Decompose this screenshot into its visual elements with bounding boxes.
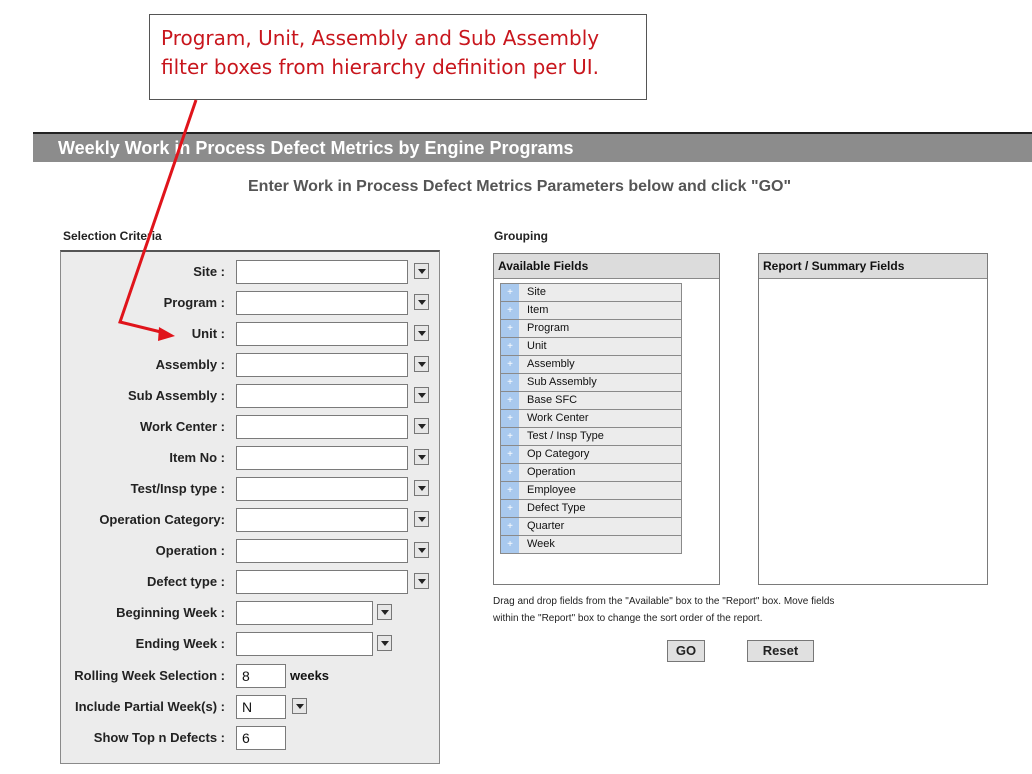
report-fields-panel[interactable] — [758, 253, 988, 585]
beginning-week-select[interactable] — [236, 601, 373, 625]
program-label: Program : — [163, 295, 225, 310]
go-button[interactable]: GO — [667, 640, 705, 662]
callout-line-2: filter boxes from hierarchy definition per UI. — [161, 55, 600, 79]
partial-week-label: Include Partial Week(s) : — [74, 699, 225, 714]
plus-icon: + — [501, 338, 519, 355]
ending-week-row — [61, 632, 439, 656]
item-no-row — [61, 446, 439, 470]
field-label: Assembly — [527, 358, 575, 370]
list-item[interactable] — [501, 392, 681, 410]
plus-icon: + — [501, 482, 519, 499]
site-select[interactable] — [236, 260, 408, 284]
defect-type-row — [61, 570, 439, 594]
unit-row — [61, 322, 439, 346]
list-item[interactable] — [501, 338, 681, 356]
field-label: Quarter — [527, 520, 565, 532]
sub-assembly-dropdown-icon[interactable] — [414, 387, 429, 403]
rolling-week-input[interactable]: 8 — [236, 664, 286, 688]
site-label: Site : — [193, 264, 225, 279]
operation-label: Operation : — [155, 543, 225, 558]
list-item[interactable] — [501, 446, 681, 464]
field-label: Unit — [527, 340, 547, 352]
plus-icon: + — [501, 446, 519, 463]
field-label: Test / Insp Type — [527, 430, 604, 442]
operation-category-label: Operation Category: — [99, 512, 225, 527]
available-fields-list — [500, 283, 682, 554]
site-row — [61, 260, 439, 284]
field-label: Base SFC — [527, 394, 578, 406]
field-label: Defect Type — [527, 502, 586, 514]
plus-icon: + — [501, 428, 519, 445]
defect-type-label: Defect type : — [146, 574, 225, 589]
partial-week-dropdown-icon[interactable] — [292, 698, 307, 714]
list-item[interactable] — [501, 428, 681, 446]
work-center-dropdown-icon[interactable] — [414, 418, 429, 434]
list-item[interactable] — [501, 536, 681, 554]
partial-week-row — [61, 695, 439, 719]
program-dropdown-icon[interactable] — [414, 294, 429, 310]
plus-icon: + — [501, 410, 519, 427]
assembly-select[interactable] — [236, 353, 408, 377]
page-title-bar — [33, 132, 1032, 162]
unit-select[interactable] — [236, 322, 408, 346]
unit-dropdown-icon[interactable] — [414, 325, 429, 341]
test-insp-type-row — [61, 477, 439, 501]
rolling-week-row — [61, 664, 439, 688]
list-item[interactable] — [501, 302, 681, 320]
program-select[interactable] — [236, 291, 408, 315]
beginning-week-label: Beginning Week : — [116, 605, 225, 620]
field-label: Op Category — [527, 448, 590, 460]
plus-icon: + — [501, 464, 519, 481]
list-item[interactable] — [501, 464, 681, 482]
operation-category-row — [61, 508, 439, 532]
work-center-select[interactable] — [236, 415, 408, 439]
item-no-label: Item No : — [169, 450, 225, 465]
top-n-label: Show Top n Defects : — [93, 730, 225, 745]
grouping-label: Grouping — [494, 229, 548, 243]
field-label: Work Center — [527, 412, 589, 424]
top-n-row — [61, 726, 439, 750]
operation-category-dropdown-icon[interactable] — [414, 511, 429, 527]
selection-criteria-panel — [60, 250, 440, 764]
page-title: Weekly Work in Process Defect Metrics by Engine Programs — [58, 138, 574, 158]
plus-icon: + — [501, 518, 519, 535]
report-fields-header: Report / Summary Fields — [759, 254, 987, 279]
item-no-dropdown-icon[interactable] — [414, 449, 429, 465]
top-n-input[interactable]: 6 — [236, 726, 286, 750]
field-label: Employee — [527, 484, 576, 496]
beginning-week-dropdown-icon[interactable] — [377, 604, 392, 620]
rolling-week-label: Rolling Week Selection : — [74, 668, 225, 683]
plus-icon: + — [501, 500, 519, 517]
operation-category-select[interactable] — [236, 508, 408, 532]
help-line-2: within the "Report" box to change the sort order of the report. — [493, 613, 763, 624]
help-line-1: Drag and drop fields from the "Available" box to the "Report" box. Move fields — [493, 596, 835, 607]
list-item[interactable] — [501, 518, 681, 536]
ending-week-label: Ending Week : — [135, 636, 225, 651]
partial-week-select[interactable]: N — [236, 695, 286, 719]
work-center-label: Work Center : — [140, 419, 225, 434]
callout-line-1: Program, Unit, Assembly and Sub Assembly — [161, 26, 600, 50]
defect-type-dropdown-icon[interactable] — [414, 573, 429, 589]
ending-week-select[interactable] — [236, 632, 373, 656]
rolling-week-unit: weeks — [290, 668, 330, 683]
plus-icon: + — [501, 536, 519, 553]
field-label: Program — [527, 322, 570, 334]
site-dropdown-icon[interactable] — [414, 263, 429, 279]
list-item[interactable] — [501, 410, 681, 428]
operation-dropdown-icon[interactable] — [414, 542, 429, 558]
operation-select[interactable] — [236, 539, 408, 563]
field-label: Week — [527, 538, 555, 550]
assembly-row — [61, 353, 439, 377]
unit-label: Unit : — [191, 326, 225, 341]
plus-icon: + — [501, 302, 519, 319]
selection-criteria-label: Selection Criteria — [63, 229, 162, 243]
plus-icon: + — [501, 284, 519, 301]
item-no-select[interactable] — [236, 446, 408, 470]
annotation-callout — [149, 14, 647, 100]
plus-icon: + — [501, 320, 519, 337]
sub-assembly-label: Sub Assembly : — [127, 388, 225, 403]
reset-button[interactable]: Reset — [747, 640, 814, 662]
available-fields-header: Available Fields — [494, 254, 719, 279]
list-item[interactable] — [501, 374, 681, 392]
program-row — [61, 291, 439, 315]
sub-assembly-select[interactable] — [236, 384, 408, 408]
assembly-label: Assembly : — [155, 357, 225, 372]
field-label: Operation — [527, 466, 576, 478]
sub-assembly-row — [61, 384, 439, 408]
work-center-row — [61, 415, 439, 439]
plus-icon: + — [501, 356, 519, 373]
list-item[interactable] — [501, 284, 681, 302]
test-insp-type-dropdown-icon[interactable] — [414, 480, 429, 496]
list-item[interactable] — [501, 482, 681, 500]
list-item[interactable] — [501, 500, 681, 518]
list-item[interactable] — [501, 356, 681, 374]
page-subtitle: Enter Work in Process Defect Metrics Parameters below and click "GO" — [248, 178, 792, 195]
field-label: Sub Assembly — [527, 376, 597, 388]
operation-row — [61, 539, 439, 563]
plus-icon: + — [501, 392, 519, 409]
grouping-help-text — [493, 593, 963, 627]
field-label: Site — [527, 286, 546, 298]
list-item[interactable] — [501, 320, 681, 338]
test-insp-type-select[interactable] — [236, 477, 408, 501]
defect-type-select[interactable] — [236, 570, 408, 594]
field-label: Item — [527, 304, 549, 316]
available-fields-panel[interactable] — [493, 253, 720, 585]
beginning-week-row — [61, 601, 439, 625]
ending-week-dropdown-icon[interactable] — [377, 635, 392, 651]
plus-icon: + — [501, 374, 519, 391]
test-insp-type-label: Test/Insp type : — [130, 481, 225, 496]
assembly-dropdown-icon[interactable] — [414, 356, 429, 372]
